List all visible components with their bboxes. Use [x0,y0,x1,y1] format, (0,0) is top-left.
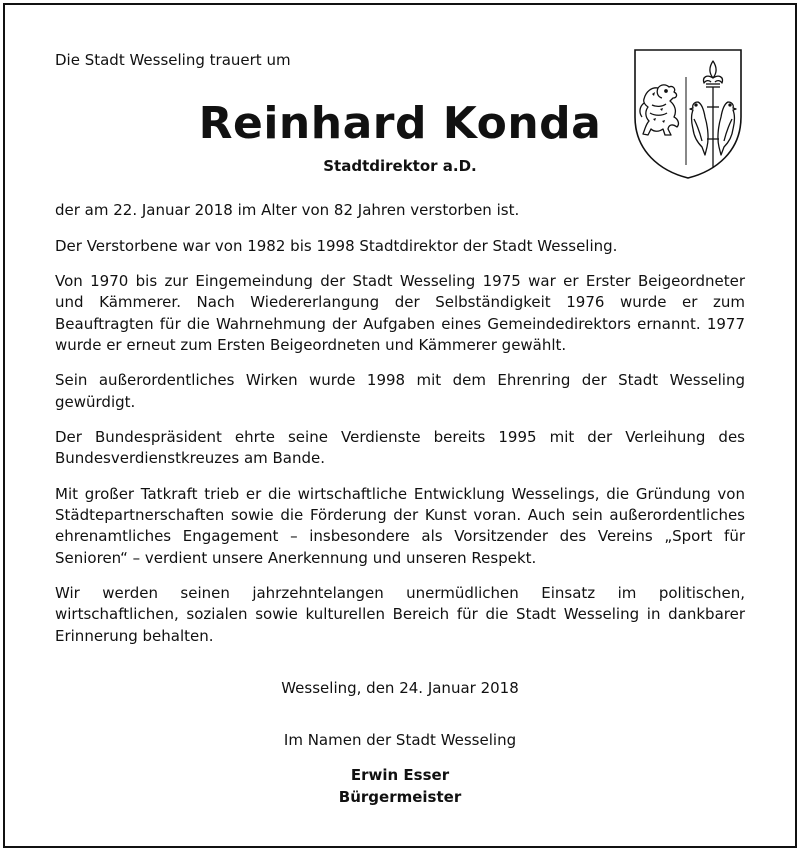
signatory-title: Bürgermeister [338,788,462,806]
on-behalf-line: Im Namen der Stadt Wesseling [283,731,517,749]
intro-line: Die Stadt Wesseling trauert um [55,51,291,69]
notice-body [55,200,745,661]
paragraph-federal-cross: Der Bundespräsident ehrte seine Verdienste bereits 1995 mit der Verleihung des Bundesverdienstkreuzes am Bande. [55,428,745,468]
paragraph-career: Von 1970 bis zur Eingemeindung der Stadt Wesseling 1975 war er Erster Beigeordneter und Kämmerer. Nach Wiedererlangung der Selbständigkeit 1976 wurde er zum Beauftragten für die Wahrnehmung der Aufgaben eines Gemeindedirektors ernannt. 1977 wurde er erneut zum Ersten Beigeordneten und Kämmerer gewählt. [55,272,745,354]
paragraph-tenure: Der Verstorbene war von 1982 bis 1998 Stadtdirektor der Stadt Wesseling. [55,236,618,255]
deceased-name: Reinhard Konda [198,98,602,149]
paragraph-honor-ring: Sein außerordentliches Wirken wurde 1998 mit dem Ehrenring der Stadt Wesseling gewürdigt. [55,371,745,411]
deceased-title: Stadtdirektor a.D. [323,157,477,175]
coat-of-arms-icon [632,47,744,181]
signatory-name: Erwin Esser [350,766,450,784]
paragraph-death-date: der am 22. Januar 2018 im Alter von 82 Jahren verstorben ist. [55,201,520,219]
closing-block [0,678,800,808]
paragraph-remembrance: Wir werden seinen jahrzehntelangen unermüdlichen Einsatz im politischen, wirtschaftlichen, sozialen sowie kulturellen Bereich für die Stadt Wesseling in dankbarer Erinnerung behalten. [55,584,745,645]
paragraph-engagement: Mit großer Tatkraft trieb er die wirtschaftliche Entwicklung Wesselings, die Gründung von Städtepartnerschaften sowie die Förderung der Kunst voran. Auch sein außerordentliches ehrenamtliches Engagement – insbesondere als Vorsitzender des Vereins „Sport für Senioren“ – verdient unsere Anerkennung und unseren Respekt. [55,484,745,567]
place-date: Wesseling, den 24. Januar 2018 [281,679,519,697]
